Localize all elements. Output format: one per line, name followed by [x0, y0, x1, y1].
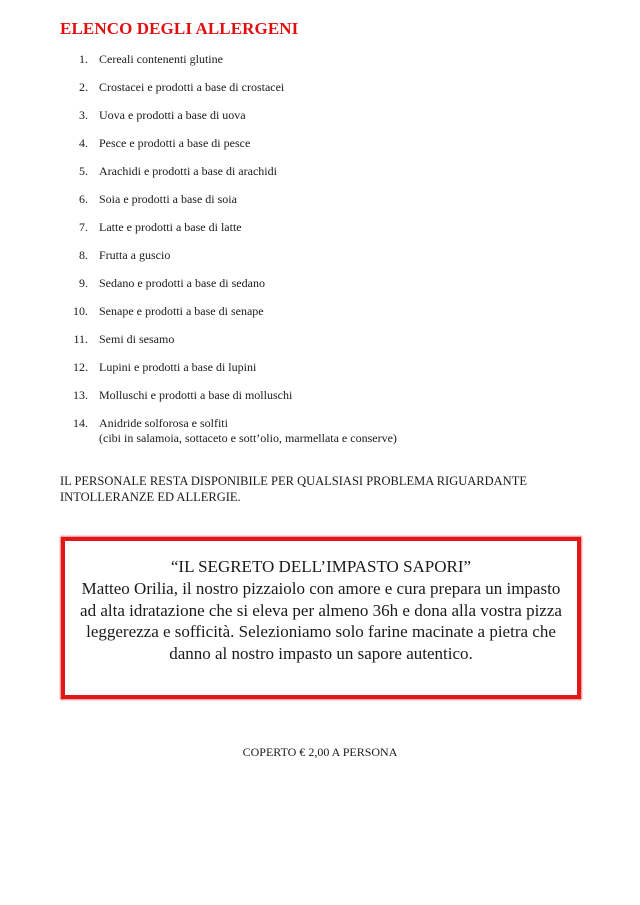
item-number: 6. [79, 192, 88, 206]
cover-charge: COPERTO € 2,00 A PERSONA [242, 745, 398, 759]
item-number: 3. [79, 108, 88, 122]
item-number: 9. [79, 276, 88, 290]
item-text: Anidride solforosa e solfiti [99, 416, 228, 430]
item-note: (cibi in salamoia, sottaceto e sott’olio, marmellata e conserve) [99, 431, 397, 445]
item-text: Cereali contenenti glutine [99, 52, 223, 66]
item-text: Semi di sesamo [99, 332, 175, 346]
item-number: 1. [79, 52, 88, 66]
item-text: Arachidi e prodotti a base di arachidi [99, 164, 277, 178]
item-text: Senape e prodotti a base di senape [99, 304, 264, 318]
item-number: 14. [73, 416, 88, 430]
item-number: 7. [79, 220, 88, 234]
item-number: 11. [73, 332, 88, 346]
item-text: Soia e prodotti a base di soia [99, 192, 237, 206]
page-title: ELENCO DEGLI ALLERGENI [60, 19, 299, 38]
item-text: Sedano e prodotti a base di sedano [99, 276, 265, 290]
staff-availability-note: IL PERSONALE RESTA DISPONIBILE PER QUALSIASI PROBLEMA RIGUARDANTE INTOLLERANZE ED ALLERGIE. [60, 474, 527, 504]
item-number: 12. [73, 360, 88, 374]
dough-secret-box [61, 537, 581, 699]
item-number: 13. [73, 388, 88, 402]
item-text: Pesce e prodotti a base di pesce [99, 136, 251, 150]
item-text: Crostacei e prodotti a base di crostacei [99, 80, 285, 94]
dough-secret-title: “IL SEGRETO DELL’IMPASTO SAPORI” [170, 557, 472, 576]
item-text: Molluschi e prodotti a base di molluschi [99, 388, 293, 402]
item-text: Frutta a guscio [99, 248, 171, 262]
item-text: Latte e prodotti a base di latte [99, 220, 242, 234]
item-text: Uova e prodotti a base di uova [99, 108, 246, 122]
item-number: 10. [73, 304, 88, 318]
item-text-multiline [99, 416, 397, 446]
item-number: 8. [79, 248, 88, 262]
dough-secret-text: Matteo Orilia, il nostro pizzaiolo con amore e cura prepara un impasto ad alta idratazione che si eleva per almeno 36h e dona alla vostra pizza leggerezza e sofficità. Selezioniamo solo farine macinate a pietra che danno al nostro impasto un sapore autentico. [80, 579, 562, 663]
item-number: 4. [79, 136, 88, 150]
item-number: 2. [79, 80, 88, 94]
item-number: 5. [79, 164, 88, 178]
item-text: Lupini e prodotti a base di lupini [99, 360, 257, 374]
